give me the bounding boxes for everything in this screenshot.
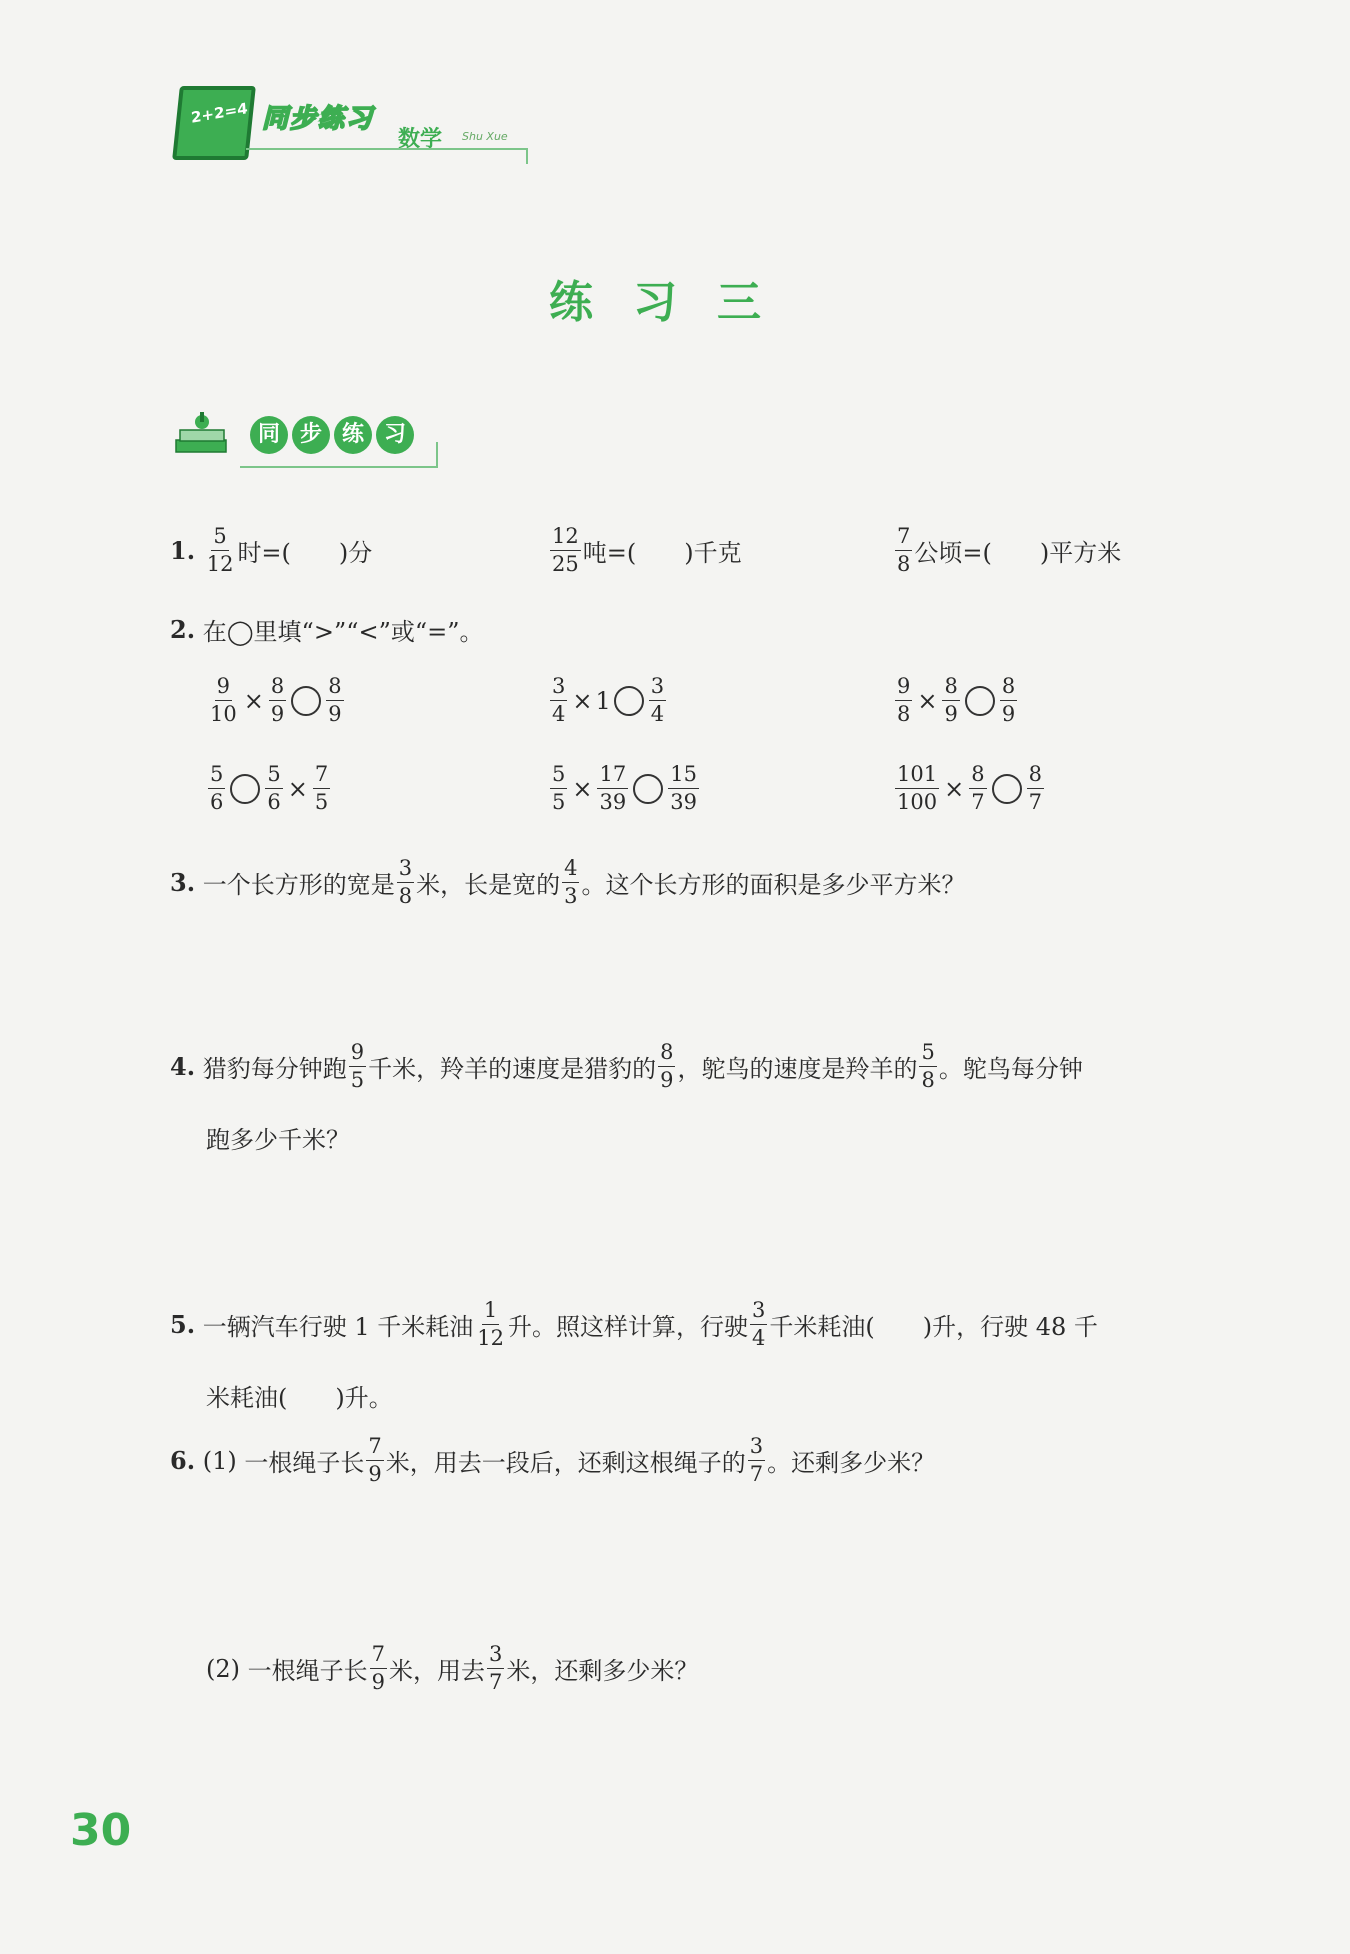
fraction <box>269 676 286 725</box>
times-sign: × <box>243 686 264 715</box>
numerator: 3 <box>550 676 567 701</box>
problem-text: 公顷=( )平方米 <box>914 539 1122 567</box>
problem-text: 一个长方形的宽是 <box>202 871 395 899</box>
fraction <box>349 1042 366 1091</box>
fraction <box>370 1644 387 1693</box>
numerator: 3 <box>748 1436 765 1461</box>
header-title: 同步练习 <box>262 104 375 134</box>
numerator: 5 <box>550 764 567 789</box>
problem-text: 猎豹每分钟跑 <box>202 1055 347 1083</box>
denominator: 4 <box>552 702 566 726</box>
compare-item-c <box>893 676 1019 725</box>
header-subject: 数学 <box>398 127 443 152</box>
denominator: 39 <box>599 790 627 814</box>
problem-1-c <box>893 526 1121 575</box>
denominator: 12 <box>477 1326 504 1350</box>
fraction <box>562 858 579 907</box>
problem-6-part-1 <box>170 1436 935 1485</box>
problem-text: 时=( )分 <box>237 539 373 567</box>
numerator: 5 <box>919 1042 936 1067</box>
problem-text: 。这个长方形的面积是多少平方米？ <box>581 871 966 899</box>
fraction <box>895 764 939 813</box>
fraction <box>895 526 912 575</box>
page-number: 30 <box>70 1805 132 1856</box>
denominator: 9 <box>371 1670 386 1694</box>
fraction <box>326 676 343 725</box>
denominator: 100 <box>897 790 938 814</box>
chalkboard-text: 2+2=4 <box>190 99 249 127</box>
problem-4-line-2 <box>206 1120 350 1155</box>
denominator: 9 <box>270 702 285 726</box>
compare-item-d <box>206 764 332 813</box>
problem-text: 米，长是宽的 <box>416 871 561 899</box>
fraction <box>475 1300 506 1349</box>
page-title: 练习三 <box>549 277 801 328</box>
problem-text: ，鸵鸟的速度是羚羊的 <box>677 1055 918 1083</box>
answer-circle[interactable] <box>291 686 321 716</box>
denominator: 12 <box>206 552 234 576</box>
denominator: 7 <box>489 1670 503 1694</box>
numerator: 8 <box>326 676 343 701</box>
sub-label: (2) <box>206 1654 240 1683</box>
times-sign: × <box>917 686 938 715</box>
numerator: 3 <box>397 858 414 883</box>
numerator: 3 <box>649 676 666 701</box>
problem-text: 吨=( )千克 <box>582 539 742 567</box>
denominator: 8 <box>398 884 413 908</box>
section-char: 同 <box>250 416 288 454</box>
numerator: 12 <box>550 526 581 551</box>
problem-4 <box>170 1042 1083 1091</box>
problem-text: 在◯里填“>”“<”或“=”。 <box>202 618 484 646</box>
problem-text: 千米，羚羊的速度是猎豹的 <box>368 1055 657 1083</box>
compare-item-e <box>548 764 701 813</box>
problem-text: 。还剩多少米？ <box>767 1449 936 1477</box>
denominator: 4 <box>650 702 665 726</box>
fraction <box>969 764 986 813</box>
numerator: 1 <box>482 1300 499 1325</box>
fraction <box>487 1644 504 1693</box>
denominator: 8 <box>921 1068 935 1092</box>
times-sign: × <box>572 774 593 803</box>
problem-text: 米，用去一段后，还剩这根绳子的 <box>385 1449 746 1477</box>
numerator: 7 <box>366 1436 383 1461</box>
fraction <box>1027 764 1044 813</box>
compare-item-f <box>893 764 1046 813</box>
denominator: 6 <box>210 790 224 814</box>
fraction <box>205 526 236 575</box>
fraction <box>1000 676 1017 725</box>
denominator: 4 <box>751 1326 766 1350</box>
denominator: 8 <box>897 702 911 726</box>
problem-5 <box>170 1300 1098 1349</box>
fraction <box>895 676 912 725</box>
fraction <box>550 526 581 575</box>
denominator: 10 <box>210 702 237 726</box>
fraction <box>265 764 282 813</box>
problem-text: 跑多少千米？ <box>206 1126 350 1154</box>
fraction <box>668 764 699 813</box>
numerator: 8 <box>269 676 286 701</box>
problem-1-b <box>548 526 742 575</box>
problem-text: 米，用去 <box>389 1657 486 1685</box>
books-icon <box>172 410 232 458</box>
numerator: 9 <box>349 1042 366 1067</box>
fraction <box>208 676 239 725</box>
denominator: 25 <box>552 552 579 576</box>
denominator: 5 <box>350 1068 365 1092</box>
header-pinyin: Shu Xue <box>462 130 508 143</box>
problem-number: 1. <box>170 536 196 565</box>
denominator: 7 <box>971 790 985 814</box>
fraction <box>919 1042 936 1091</box>
denominator: 9 <box>328 702 342 726</box>
times-sign: × <box>572 686 593 715</box>
numerator: 7 <box>895 526 912 551</box>
answer-circle[interactable] <box>614 686 644 716</box>
numerator: 8 <box>969 764 986 789</box>
numerator: 5 <box>211 526 228 551</box>
problem-text: 千米耗油( )升，行驶 48 千 <box>769 1313 1098 1341</box>
problem-number: 5. <box>170 1310 196 1339</box>
numerator: 8 <box>1000 676 1017 701</box>
numerator: 3 <box>487 1644 504 1669</box>
section-char: 练 <box>334 416 372 454</box>
numerator: 8 <box>942 676 959 701</box>
answer-circle[interactable] <box>965 686 995 716</box>
denominator: 3 <box>564 884 578 908</box>
answer-circle[interactable] <box>992 774 1022 804</box>
denominator: 5 <box>552 790 566 814</box>
sub-label: (1) <box>202 1446 237 1475</box>
numerator: 9 <box>215 676 232 701</box>
fraction <box>748 1436 765 1485</box>
denominator: 6 <box>267 790 281 814</box>
section-underline <box>240 442 438 468</box>
problem-text: 一辆汽车行驶 1 千米耗油 <box>202 1313 474 1341</box>
answer-circle[interactable] <box>230 774 260 804</box>
denominator: 8 <box>897 552 911 576</box>
denominator: 39 <box>670 790 697 814</box>
problem-text: 一根绳子长 <box>247 1657 368 1685</box>
denominator: 7 <box>1028 790 1042 814</box>
times-sign: × <box>287 774 308 803</box>
fraction <box>658 1042 675 1091</box>
fraction <box>597 764 628 813</box>
numerator: 3 <box>750 1300 767 1325</box>
problem-2-instruction <box>170 612 484 647</box>
section-badge <box>168 396 448 476</box>
fraction <box>313 764 330 813</box>
problem-5-line-2 <box>206 1378 393 1413</box>
header-underline <box>246 148 528 164</box>
fraction <box>750 1300 767 1349</box>
numerator: 15 <box>668 764 699 789</box>
chalkboard-icon <box>172 86 256 160</box>
fraction <box>397 858 414 907</box>
denominator: 7 <box>749 1462 764 1486</box>
numerator: 101 <box>895 764 939 789</box>
problem-number: 6. <box>170 1446 196 1475</box>
fraction <box>942 676 959 725</box>
compare-item-b <box>548 676 668 725</box>
problem-3 <box>170 858 965 907</box>
section-char: 步 <box>292 416 330 454</box>
denominator: 9 <box>1001 702 1016 726</box>
problem-number: 4. <box>170 1052 196 1081</box>
numerator: 8 <box>658 1042 675 1067</box>
problem-number: 3. <box>170 868 196 897</box>
numerator: 8 <box>1027 764 1044 789</box>
numerator: 9 <box>895 676 912 701</box>
problem-1-a <box>170 526 372 575</box>
answer-circle[interactable] <box>633 774 663 804</box>
problem-text: 。鸵鸟每分钟 <box>938 1055 1083 1083</box>
denominator: 9 <box>944 702 958 726</box>
fraction <box>208 764 225 813</box>
header-logo <box>170 80 530 170</box>
numerator: 5 <box>265 764 282 789</box>
problem-number: 2. <box>170 615 196 644</box>
numerator: 5 <box>208 764 225 789</box>
problem-text: 米耗油( )升。 <box>206 1384 393 1412</box>
numerator: 17 <box>597 764 628 789</box>
number-one: 1 <box>595 686 611 715</box>
times-sign: × <box>944 774 965 803</box>
fraction <box>649 676 666 725</box>
numerator: 7 <box>313 764 330 789</box>
fraction <box>366 1436 383 1485</box>
denominator: 9 <box>368 1462 382 1486</box>
compare-item-a <box>206 676 346 725</box>
fraction <box>550 764 567 813</box>
numerator: 7 <box>370 1644 387 1669</box>
problem-6-part-2 <box>206 1644 698 1693</box>
section-char: 习 <box>376 416 414 454</box>
problem-text: 米，还剩多少米？ <box>506 1657 699 1685</box>
denominator: 9 <box>660 1068 674 1092</box>
problem-text: 一根绳子长 <box>244 1449 365 1477</box>
problem-text: 升。照这样计算，行驶 <box>507 1313 748 1341</box>
numerator: 4 <box>562 858 579 883</box>
fraction <box>550 676 567 725</box>
denominator: 5 <box>314 790 329 814</box>
